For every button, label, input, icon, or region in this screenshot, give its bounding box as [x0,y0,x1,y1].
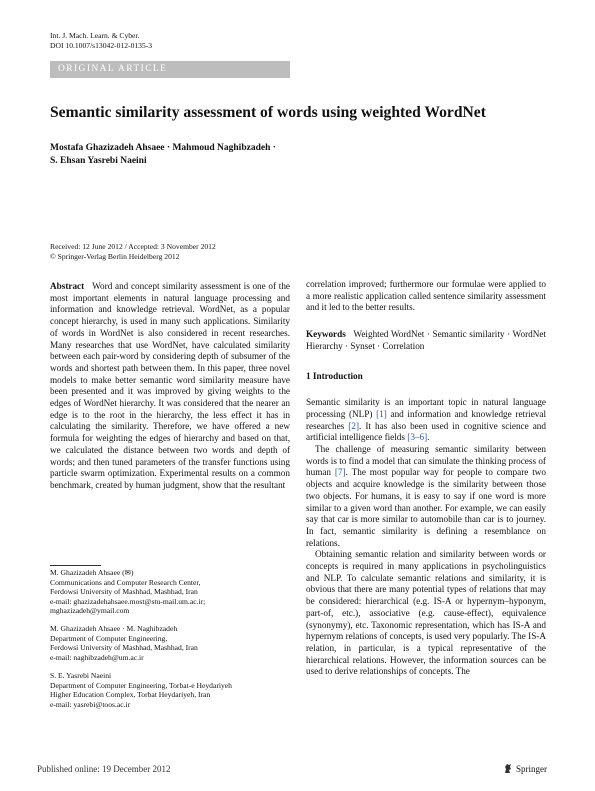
intro-p2-text-a: The challenge of measuring semantic similarity between words is to find a model that can simulate the thinking process of human [306,444,546,478]
affiliation-line: Department of Computer Engineering, Torbat-e Heydariyeh [50,680,232,690]
affiliation-email[interactable]: mghazizadeh@ymail.com [50,606,130,616]
abstract-text: Word and concept similarity assessment is one of the most important elements in natural language processing and information and knowledge retrieval. WordNet, as a popular concept hierarchy, is used in many such applications. Similarity of words in WordNet is also considered in recent researches. Many researches that use WordNet, have calculated similarity between each pair-word by considering depth of subsumer of the words and shortest path between them. In this paper, three novel models to make better semantic word similarity measure have been presented and it was improved by giving weights to the edges of WordNet hierarchy. It was considered that the nearer an edge is to the root in the hierarchy, the less effect it has in calculating the similarity. Therefore, we have offered a new formula for weighting the edges of hierarchy and based on that, we calculated the distance between two words and depth of words; and then tuned parameters of the transfer functions using particle swarm optimization. Experimental results on a common benchmark, created by human judgment, show that the resultant [50,281,290,490]
article-dates [50,242,310,261]
citation-link[interactable]: [2] [348,420,360,431]
affiliation-name: S. E. Yasrebi Naeini [50,671,112,680]
section-heading-introduction: 1 Introduction [306,370,363,381]
footnote-divider [50,565,101,566]
affiliation-email[interactable]: e-mail: ghazizadehahsaee.most@stu-mail.um.ac.ir; [50,596,206,606]
citation-link[interactable]: [3–6] [407,432,428,443]
affiliation-2 [50,624,305,662]
affiliation-name: M. Ghazizadeh Ahsaee (✉) [50,568,134,577]
affiliation-line: Communications and Computer Research Center, [50,577,201,587]
affiliation-3 [50,671,305,709]
received-accepted: Received: 12 June 2012 / Accepted: 3 November 2012 [50,242,216,251]
keywords-text: Weighted WordNet · Semantic similarity · WordNet Hierarchy · Synset · Correlation [306,329,547,351]
affiliation-line: Ferdowsi University of Mashhad, Mashhad, Iran [50,587,198,597]
affiliation-line: Higher Education Complex, Torbat Heydariyeh, Iran [50,690,211,700]
keywords-label: Keywords [306,329,346,340]
keywords [306,329,546,352]
springer-logo [503,763,547,774]
affiliation-name: M. Ghazizadeh Ahsaee · M. Naghibzadeh [50,624,178,633]
affiliation-email[interactable]: e-mail: yasrebi@toos.ac.ir [50,699,131,709]
article-type-label: ORIGINAL ARTICLE [58,64,168,74]
intro-p2-text-b: . The most popular way for people to compare two objects and acquire knowledge is the similarity between those two objects. For humans, it is easy to say if one word is more similar to a given word than another. For example, we can easily say that car is more similar to automobile than car is to journey. In fact, semantic similarity is defining a resemblance on relations. [306,467,546,548]
intro-p1-text-c: . It has also been used in cognitive science and artificial intelligence fields [306,420,546,443]
springer-horse-icon [503,763,513,774]
affiliation-line: Department of Computer Engineering, [50,633,168,643]
intro-paragraph-1 [306,397,546,444]
intro-p1-text-d: . [427,432,430,443]
citation-link[interactable]: [7] [334,467,346,478]
published-online: Published online: 19 December 2012 [37,764,171,774]
authors-line-2: S. Ehsan Yasrebi Naeini [50,155,147,166]
intro-paragraph-2 [306,444,546,549]
affiliation-line: Ferdowsi University of Mashhad, Mashhad, Iran [50,643,198,653]
paper-title: Semantic similarity assessment of words using weighted WordNet [50,104,486,121]
affiliation-1 [50,568,305,616]
abstract [50,281,290,492]
abstract-continuation: correlation improved; furthermore our formulae were applied to a more realistic application called sentence similarity assessment and it led to the better results. [306,279,546,313]
abstract-column [50,281,290,492]
abstract-label: Abstract [50,281,85,291]
publisher-name: Springer [516,763,547,774]
intro-p1-text-b: and information and knowledge retrieval researches [306,408,546,431]
doi: DOI 10.1007/s13042-012-0135-3 [50,40,153,50]
journal-header [50,31,152,50]
copyright: © Springer-Verlag Berlin Heidelberg 2012 [50,251,180,261]
right-column [306,279,546,678]
intro-p1-text-a: Semantic similarity is an important topic in natural language processing (NLP) [306,397,546,419]
affiliation-email[interactable]: e-mail: naghibzadeh@um.ac.ir [50,652,144,662]
author-list [50,142,310,167]
intro-paragraph-3: Obtaining semantic relation and similarity between words or concepts is required in many applications in psycholinguistics and NLP. To calculate semantic relations and similarity, it is obvious that there are many potential types of relations that may be considered: hierarchical (e.g. IS-A or hypernym–hyponym, part-of, etc.), associative (e.g. cause-effect), equivalence (synonymy), etc. Taxonomic representation, which has IS-A and hypernym relations of concepts, is used very popularly. The IS-A relation, in particular, is a typical representative of the hierarchical relations. However, the information sources can be used to derive relationships of concepts. The [306,549,546,677]
article-type-banner [50,61,290,78]
journal-name: Int. J. Mach. Learn. & Cyber. [50,31,140,40]
citation-link[interactable]: [1] [376,408,387,419]
authors-line-1: Mostafa Ghazizadeh Ahsaee · Mahmoud Naghibzadeh · [50,143,276,153]
